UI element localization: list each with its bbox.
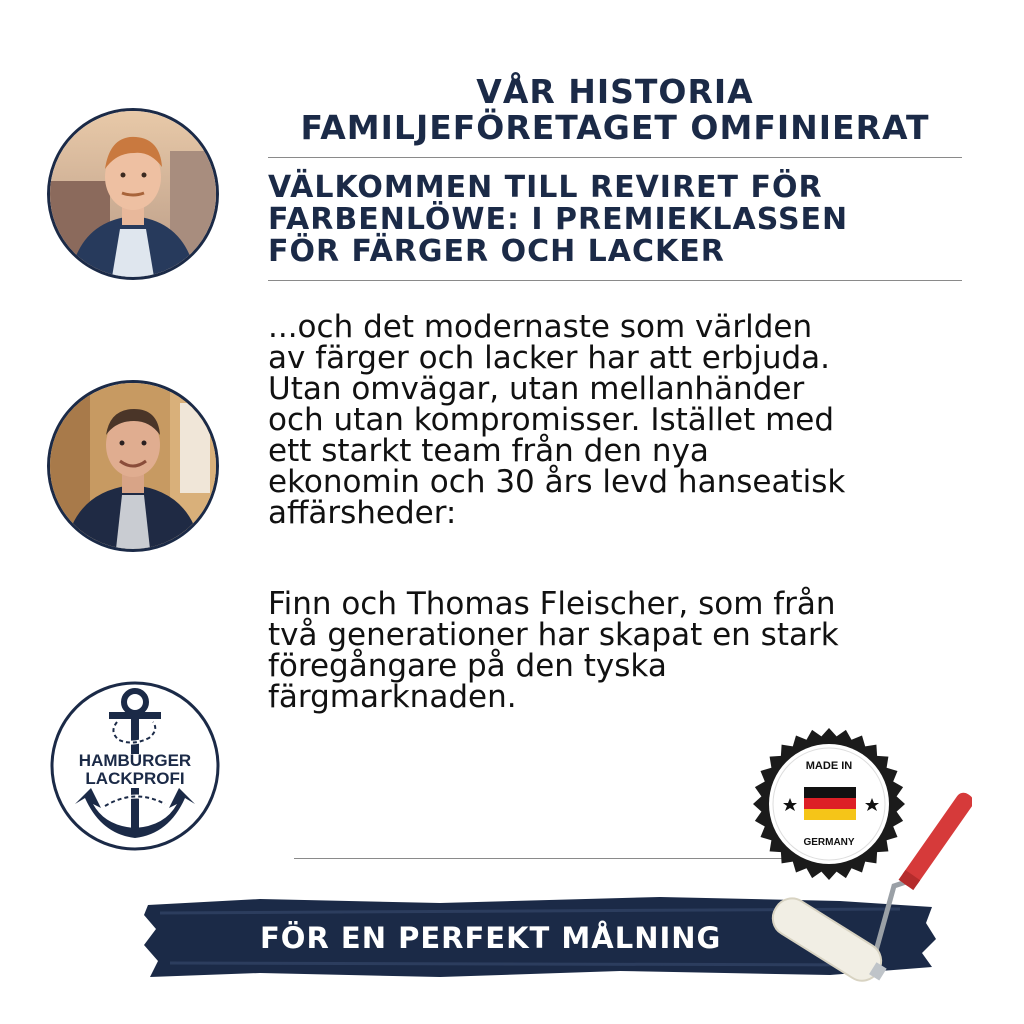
anchor-icon (49, 680, 221, 852)
hamburger-lackprofi-logo (49, 680, 221, 852)
text-line: två generationer har skapat en stark (268, 617, 839, 653)
subtitle-line1: VÄLKOMMEN TILL REVIRET FÖR (268, 170, 823, 205)
text-line: av färger och lacker har att erbjuda. (268, 340, 831, 376)
footer-divider (294, 858, 784, 859)
subtitle (268, 172, 968, 268)
logo-line2: LACKPROFI (85, 769, 185, 788)
banner-text: FÖR EN PERFEKT MÅLNING (260, 921, 722, 955)
text-line: ...och det modernaste som världen (268, 309, 813, 345)
text-line: affärsheder: (268, 495, 457, 531)
paint-roller-icon (762, 790, 972, 990)
text-line: färgmarknaden. (268, 679, 517, 715)
subtitle-line3: FÖR FÄRGER OCH LACKER (268, 234, 725, 269)
avatar-finn (47, 108, 219, 280)
subtitle-divider (268, 280, 962, 281)
text-line: ett starkt team från den nya (268, 433, 709, 469)
text-line: Utan omvägar, utan mellanhänder (268, 371, 805, 407)
badge-bottom-text: GERMANY (803, 837, 855, 848)
badge-top-text: MADE IN (805, 760, 853, 772)
avatar-thomas-image (50, 383, 216, 549)
founders-paragraph (268, 586, 988, 715)
text-line: och utan kompromisser. Istället med (268, 402, 835, 438)
page-title-line1: VÅR HISTORIA (476, 72, 754, 111)
logo-line1: HAMBURGER (78, 751, 192, 770)
subtitle-line2: FARBENLÖWE: I PREMIEKLASSEN (268, 202, 849, 237)
paint-roller-image (762, 790, 972, 990)
header-divider (268, 157, 962, 158)
avatar-thomas (47, 380, 219, 552)
text-line: Finn och Thomas Fleischer, som från (268, 586, 836, 622)
intro-paragraph (268, 309, 988, 531)
text-line: ekonomin och 30 års levd hanseatisk (268, 464, 846, 500)
avatar-finn-image (50, 111, 216, 277)
text-line: föregångare på den tyska (268, 648, 667, 684)
page-title-line2: FAMILJEFÖRETAGET OMFINIERAT (300, 108, 930, 147)
